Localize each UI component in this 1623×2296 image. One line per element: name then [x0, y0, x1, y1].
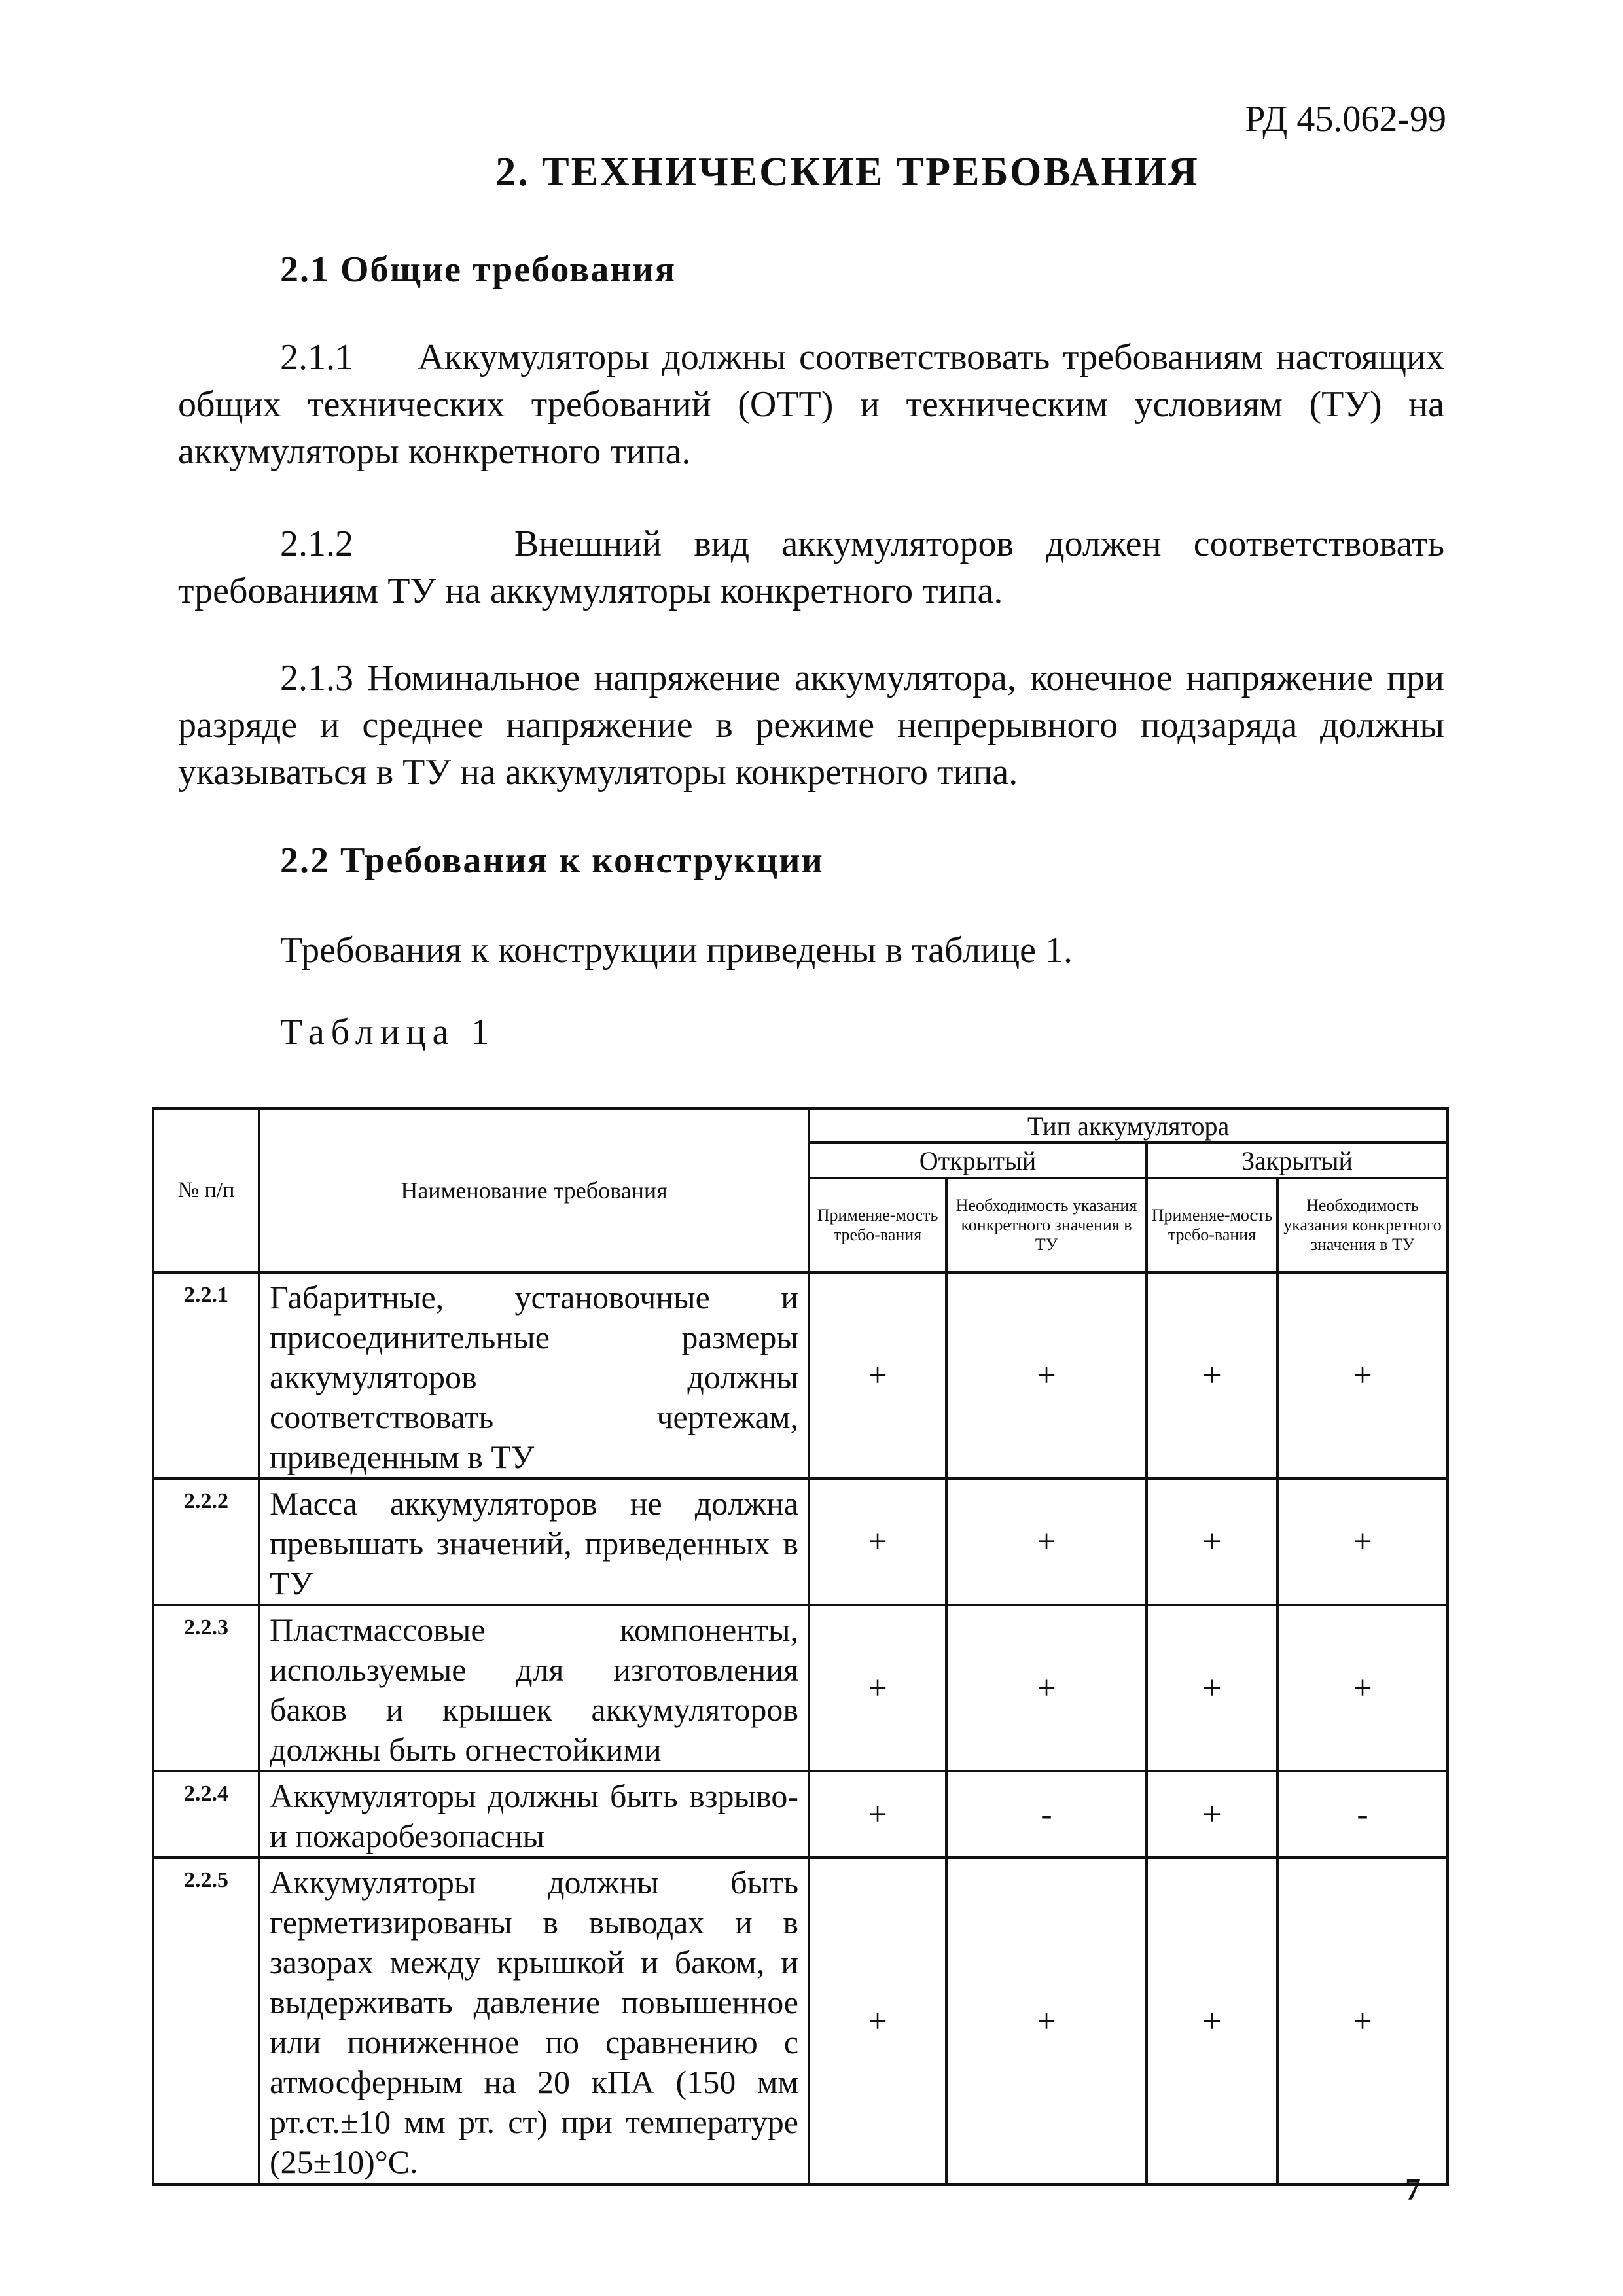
mark-open-necessity: + [946, 1605, 1147, 1771]
paragraph-number: 2.1.2 [280, 524, 353, 564]
mark-open-necessity: + [946, 1479, 1147, 1605]
requirements-table [152, 1107, 1449, 2186]
intro-text: Требования к конструкции приведены в таблице 1. [280, 930, 1073, 971]
mark-closed-necessity: + [1277, 1272, 1448, 1479]
section-title: 2. ТЕХНИЧЕСКИЕ ТРЕБОВАНИЯ [495, 150, 1200, 194]
mark-closed-applicability: + [1147, 1272, 1277, 1479]
table-row [153, 1479, 1448, 1605]
table-row [153, 1771, 1448, 1857]
paragraph-2-1-3 [178, 655, 1444, 796]
header-applicability-open: Применяе-мость требо-вания [809, 1178, 946, 1272]
mark-closed-applicability: + [1147, 1479, 1277, 1605]
row-text: Аккумуляторы должны быть взрыво- и пожаробезопасны [259, 1771, 809, 1857]
row-text: Масса аккумуляторов не должна превышать значений, приведенных в ТУ [259, 1479, 809, 1605]
header-number: № п/п [153, 1109, 259, 1272]
mark-open-applicability: + [809, 1479, 946, 1605]
header-applicability-closed: Применяе-мость требо-вания [1147, 1178, 1277, 1272]
mark-closed-necessity: + [1277, 1479, 1448, 1605]
paragraph-number: 2.1.3 [280, 658, 353, 698]
paragraph-2-1-1 [178, 334, 1444, 475]
header-necessity-closed: Необходимость указания конкретного значения в ТУ [1277, 1178, 1448, 1272]
row-text: Аккумуляторы должны быть герметизированы в выводах и в зазорах между крышкой и баком, и выдерживать давление повышенное или пониженное по сравнению с атмосферным на 20 кПА (150 мм рт.ст.±10 мм рт. ст) при температуре (25±10)°С. [259, 1857, 809, 2185]
mark-open-applicability: + [809, 1272, 946, 1479]
paragraph-text: Внешний вид аккумуляторов должен соответствовать требованиям ТУ на аккумуляторы конкретного типа. [178, 524, 1444, 611]
mark-open-applicability: + [809, 1857, 946, 2185]
row-number: 2.2.5 [153, 1857, 259, 2185]
mark-closed-applicability: + [1147, 1605, 1277, 1771]
table-row [153, 1272, 1448, 1479]
mark-open-necessity: - [946, 1771, 1147, 1857]
subsection-title-construction: 2.2 Требования к конструкции [280, 840, 824, 881]
table-row [153, 1857, 1448, 2185]
row-number: 2.2.2 [153, 1479, 259, 1605]
mark-closed-necessity: - [1277, 1771, 1448, 1857]
header-necessity-open: Необходимость указания конкретного значения в ТУ [946, 1178, 1147, 1272]
mark-open-necessity: + [946, 1272, 1147, 1479]
row-text: Габаритные, установочные и присоединительные размеры аккумуляторов должны соответствовать чертежам, приведенным в ТУ [259, 1272, 809, 1479]
row-number: 2.2.3 [153, 1605, 259, 1771]
mark-closed-applicability: + [1147, 1857, 1277, 2185]
mark-closed-necessity: + [1277, 1857, 1448, 2185]
paragraph-text: Номинальное напряжение аккумулятора, конечное напряжение при разряде и среднее напряжение в режиме непрерывного подзаряда должны указываться в ТУ на аккумуляторы конкретного типа. [178, 658, 1445, 793]
document-code: РД 45.062-99 [1245, 99, 1446, 139]
row-text: Пластмассовые компоненты, используемые для изготовления баков и крышек аккумуляторов должны быть огнестойкими [259, 1605, 809, 1771]
page-number: 7 [1405, 2172, 1421, 2207]
table-row [153, 1605, 1448, 1771]
paragraph-text: Аккумуляторы должны соответствовать требованиям настоящих общих технических требований (ОТТ) и техническим условиям (ТУ) на аккумуляторы конкретного типа. [178, 337, 1445, 472]
mark-open-applicability: + [809, 1771, 946, 1857]
table-caption: Таблица 1 [280, 1012, 496, 1052]
mark-closed-necessity: + [1277, 1605, 1448, 1771]
subsection-title-general: 2.1 Общие требования [280, 249, 677, 290]
header-battery-type: Тип аккумулятора [809, 1109, 1448, 1143]
paragraph-number: 2.1.1 [280, 337, 353, 378]
row-number: 2.2.4 [153, 1771, 259, 1857]
paragraph-2-1-2 [178, 520, 1444, 615]
mark-open-applicability: + [809, 1605, 946, 1771]
header-closed: Закрытый [1147, 1143, 1448, 1178]
header-requirement-name: Наименование требования [259, 1109, 809, 1272]
header-open: Открытый [809, 1143, 1147, 1178]
row-number: 2.2.1 [153, 1272, 259, 1479]
mark-open-necessity: + [946, 1857, 1147, 2185]
mark-closed-applicability: + [1147, 1771, 1277, 1857]
